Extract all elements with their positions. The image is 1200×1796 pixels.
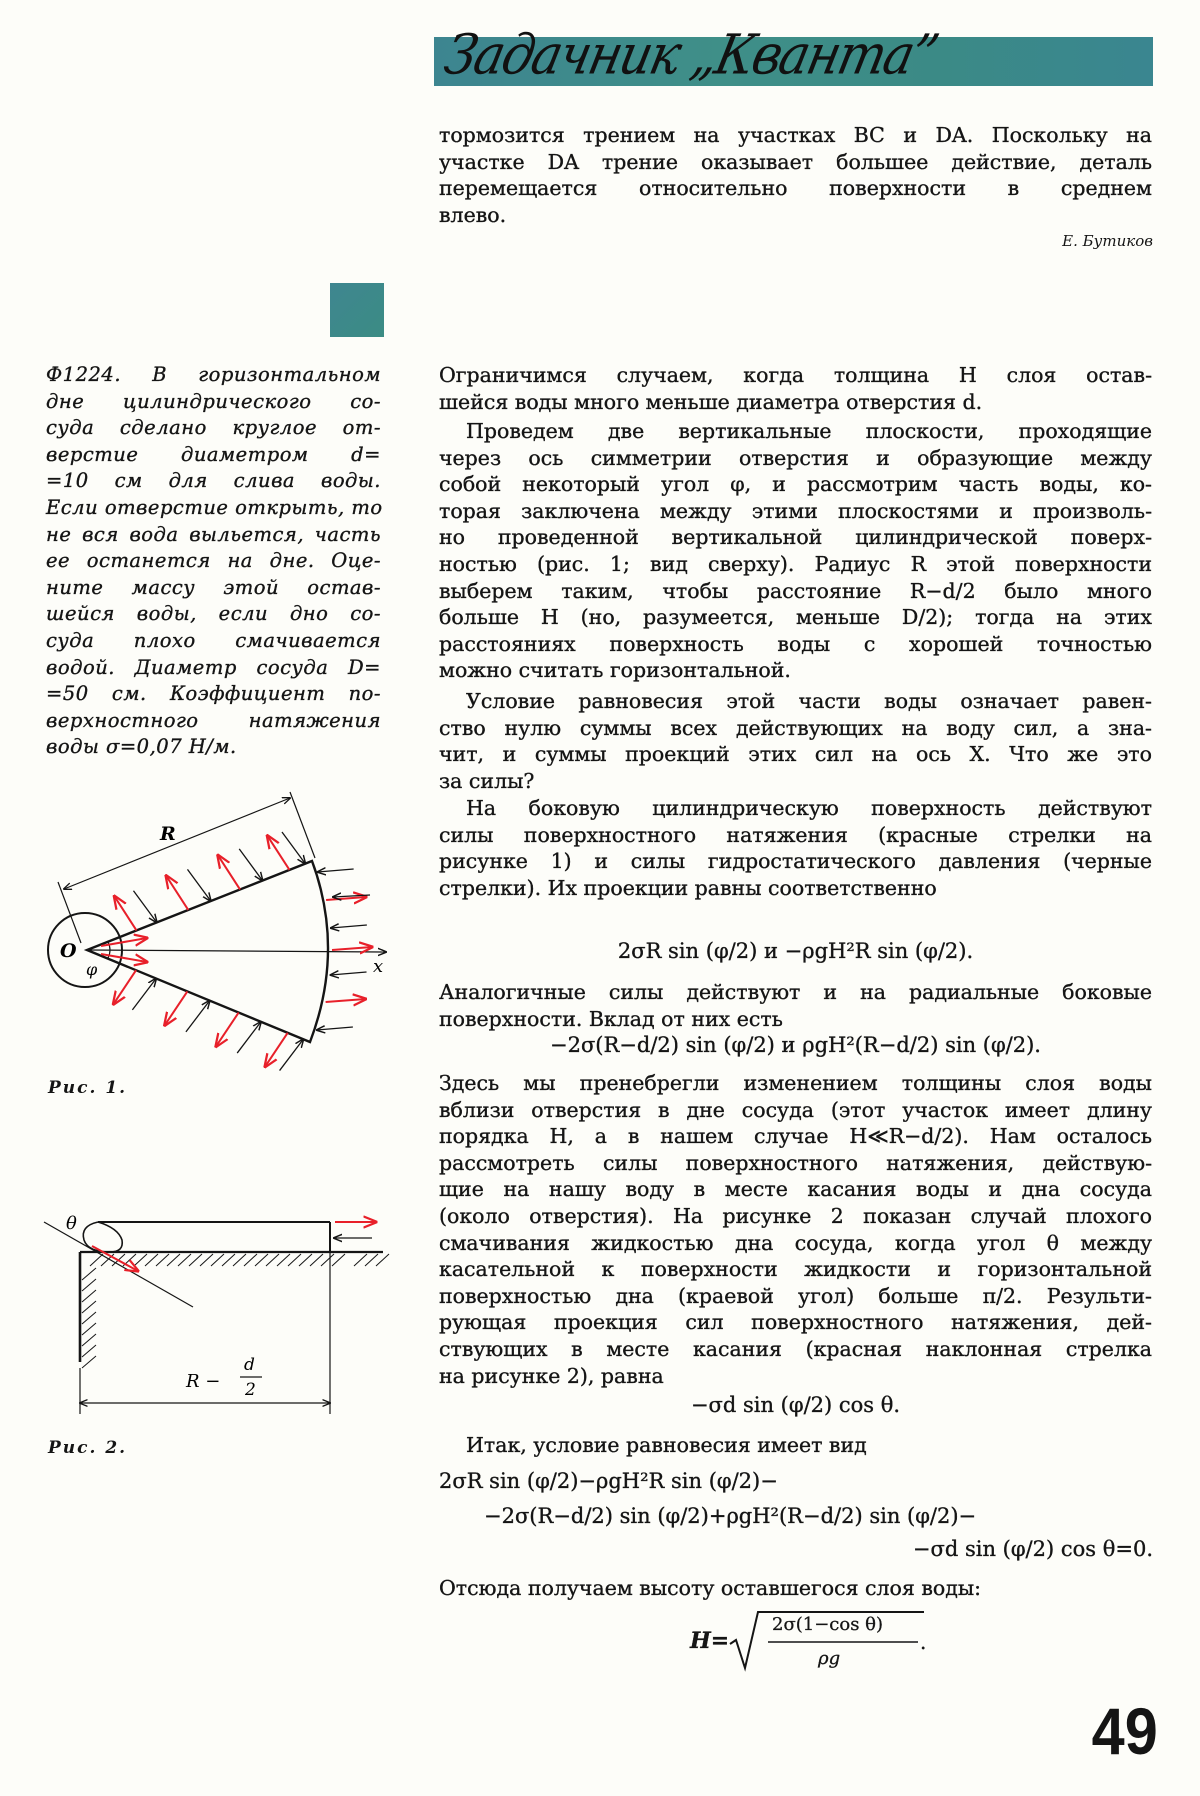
hatch-line	[222, 1254, 235, 1266]
hatch-line	[277, 1254, 290, 1266]
surface-tension-arrow	[265, 1033, 288, 1067]
hatch-line	[82, 1279, 96, 1291]
text-line: суда плохо смачивается	[46, 628, 381, 652]
hatch-line	[82, 1345, 96, 1357]
figure-1-diagram	[0, 0, 420, 1400]
surface-tension-arrow	[216, 1013, 239, 1047]
text-line: расстояниях поверхность воды с хорошей точностью	[439, 631, 1152, 656]
hatch-line	[310, 1254, 323, 1266]
text-line: поверхностью дна (краевой угол) больше π/2. Результи-	[439, 1283, 1152, 1308]
hatching	[82, 1254, 389, 1368]
text-line: рисунке 1) и силы гидростатического давления (черные	[439, 849, 1152, 874]
hatch-line	[90, 1254, 103, 1266]
pressure-arrow	[331, 972, 367, 975]
text-line: Ф1224. В горизонтальном	[46, 363, 381, 386]
surface-tension-arrow	[166, 876, 188, 910]
solution-paragraph-4	[439, 795, 1152, 901]
hatch-line	[255, 1254, 268, 1266]
hatch-line	[82, 1334, 96, 1346]
text-line: участке DA трение оказывает большее действие, деталь	[439, 149, 1152, 174]
label-x: x	[373, 956, 384, 977]
text-line: Итак, условие равновесия имеет вид	[466, 1433, 867, 1457]
section-header-title: Задачник „Кванта”	[439, 23, 943, 87]
hatch-line	[82, 1290, 96, 1302]
hatch-line	[82, 1323, 96, 1335]
text-line: рассмотреть силы поверхностного натяжения, действую-	[439, 1150, 1152, 1175]
formula-lhs: H=	[690, 1628, 730, 1654]
text-line: ните массу этой остав-	[46, 575, 381, 599]
hatch-line	[134, 1254, 147, 1266]
pressure-arrow	[331, 925, 367, 928]
hatch-line	[244, 1254, 257, 1266]
pressure-arrow	[239, 849, 262, 881]
text-line: Если отверстие открыть, то	[46, 495, 383, 519]
pressure-arrow	[237, 1022, 261, 1053]
label-theta: θ	[66, 1213, 77, 1234]
solution-paragraph-7	[439, 1432, 1152, 1459]
hatch-line	[82, 1268, 96, 1280]
text-line: Условие равновесия этой части воды означает равен-	[466, 689, 1152, 713]
hatch-line	[233, 1254, 246, 1266]
hatch-line	[156, 1254, 169, 1266]
text-line: выберем таким, чтобы расстояние R−d/2 было много	[439, 578, 1152, 603]
formula-result	[690, 1608, 930, 1676]
solution-paragraph-3	[439, 688, 1152, 794]
text-line: ство нулю суммы всех действующих на воду сил, а зна-	[439, 715, 1152, 740]
text-line: верхностного натяжения	[46, 708, 381, 732]
hatch-line	[266, 1254, 279, 1266]
solution-paragraph-6	[439, 1070, 1152, 1389]
text-line: через ось симметрии отверстия и образующие между	[439, 445, 1152, 470]
surface-tension-arrow	[218, 855, 240, 889]
text-line: =10 см для слива воды.	[46, 469, 381, 493]
hatch-line	[167, 1254, 180, 1266]
page-number: 49	[1091, 1694, 1158, 1768]
text-line: вблизи отверстия в дне сосуда (этот участок имеет длину	[439, 1097, 1152, 1122]
label-phi: φ	[86, 960, 98, 979]
text-line: Аналогичные силы действуют и на радиальные боковые	[439, 980, 1152, 1004]
text-line: смачивания жидкостью дна сосуда, когда угол θ между	[439, 1230, 1152, 1255]
figure-1-caption: Рис. 1.	[48, 1078, 128, 1098]
hatch-line	[376, 1254, 389, 1266]
text-line: силы поверхностного натяжения (красные стрелки на	[439, 822, 1152, 847]
hatch-line	[321, 1254, 334, 1266]
text-line: за силы?	[439, 768, 535, 793]
text-line: влево.	[439, 202, 507, 227]
dimension-extension-line	[58, 882, 81, 943]
label-R: R	[160, 823, 176, 845]
surface-tension-arrow	[326, 999, 366, 1002]
label-R-minus: R −	[186, 1371, 221, 1392]
solution-paragraph-5	[439, 979, 1152, 1032]
text-line: =50 см. Коэффициент по-	[46, 682, 381, 706]
text-line: водой. Диаметр сосуда D=	[46, 655, 381, 679]
surface-tension-arrow	[165, 991, 188, 1025]
text-line: Проведем две вертикальные плоскости, проходящие	[466, 419, 1152, 443]
text-line: перемещается относительно поверхности в среднем	[439, 176, 1152, 201]
formula-projections: 2σR sin (φ/2) и −ρgH²R sin (φ/2).	[617, 939, 974, 963]
hatch-line	[200, 1254, 213, 1266]
hatch-line	[365, 1254, 378, 1266]
text-line: не вся вода выльется, часть	[46, 522, 381, 546]
pressure-arrow	[186, 1001, 210, 1032]
hatch-line	[189, 1254, 202, 1266]
hatch-line	[299, 1254, 312, 1266]
label-2: 2	[245, 1380, 256, 1400]
formula-equilibrium-line-1: 2σR sin (φ/2)−ρgH²R sin (φ/2)−	[439, 1469, 778, 1493]
text-line: суда сделано круглое от-	[46, 416, 381, 440]
hatch-line	[354, 1254, 367, 1266]
text-line: на рисунке 2), равна	[439, 1363, 664, 1388]
formula-equilibrium-line-3: −σd sin (φ/2) cos θ=0.	[912, 1537, 1153, 1561]
pressure-arrow	[317, 1027, 353, 1030]
pressure-arrow	[187, 869, 210, 901]
text-line: можно считать горизонтальной.	[439, 658, 791, 683]
text-line: рующая проекция сил поверхностного натяжения, дей-	[439, 1310, 1152, 1335]
text-line: но проведенной вертикальной цилиндрической поверх-	[439, 525, 1152, 550]
formula-numerator: 2σ(1−cos θ)	[772, 1614, 884, 1635]
text-line: верстие диаметром d=	[46, 442, 381, 466]
pressure-arrow	[282, 832, 305, 864]
formula-period: .	[920, 1630, 927, 1654]
text-line: На боковую цилиндрическую поверхность действуют	[466, 796, 1152, 820]
text-line: собой некоторый угол φ, и рассмотрим часть воды, ко-	[439, 472, 1152, 497]
text-line: шейся воды много меньше диаметра отверстия d.	[439, 389, 983, 414]
hatch-line	[82, 1312, 96, 1324]
text-line: шейся воды, если дно со-	[46, 602, 381, 626]
hatch-line	[211, 1254, 224, 1266]
surface-tension-arrow	[114, 896, 136, 930]
text-line: торая заключена между этими плоскостями и произволь-	[439, 498, 1152, 523]
surface-tension-arrow	[113, 970, 136, 1004]
surface-tension-arrow	[332, 947, 372, 950]
solution-paragraph-1	[439, 362, 1152, 415]
text-line: щие на нашу воду в месте касания воды и дна сосуда	[439, 1177, 1152, 1202]
text-line: чит, и суммы проекций этих сил на ось X. Что же это	[439, 742, 1152, 767]
hatch-line	[82, 1356, 96, 1368]
text-line: дне цилиндрического со-	[46, 389, 381, 413]
pressure-arrow	[133, 891, 156, 923]
hatch-line	[288, 1254, 301, 1266]
text-line: ее останется на дне. Оце-	[46, 549, 381, 573]
text-line: ностью (рис. 1; вид сверху). Радиус R этой поверхности	[439, 551, 1152, 576]
text-line: воды σ=0,07 Н/м.	[46, 735, 237, 759]
pressure-arrow	[280, 1039, 304, 1070]
text-line: стрелки). Их проекции равны соответственно	[439, 875, 937, 900]
text-line: тормозится трением на участках BC и DA. Поскольку на	[439, 123, 1152, 147]
radius-dimension-line	[64, 798, 290, 889]
hatch-line	[82, 1301, 96, 1313]
surface-tension-arrow	[326, 897, 366, 900]
top-paragraph	[439, 122, 1152, 228]
text-line: поверхности. Вклад от них есть	[439, 1006, 783, 1031]
hatch-line	[178, 1254, 191, 1266]
formula-radial: −2σ(R−d/2) sin (φ/2) и ρgH²(R−d/2) sin (φ/2).	[550, 1033, 1041, 1057]
text-line: касательной к поверхности жидкости и горизонтальной	[439, 1257, 1152, 1282]
label-O: O	[60, 940, 77, 962]
formula-denominator: ρg	[818, 1648, 841, 1669]
hatch-line	[145, 1254, 158, 1266]
text-line: Отсюда получаем высоту оставшегося слоя воды:	[439, 1576, 982, 1600]
solution-paragraph-8	[439, 1575, 1152, 1602]
text-line: Здесь мы пренебрегли изменением толщины слоя воды	[439, 1071, 1152, 1095]
author: Е. Бутиков	[1062, 232, 1153, 250]
solution-paragraph-2	[439, 418, 1152, 684]
pressure-arrow	[318, 869, 354, 872]
formula-contact: −σd sin (φ/2) cos θ.	[690, 1393, 901, 1417]
text-line: больше H (но, разумеется, меньше D/2); тогда на этих	[439, 605, 1152, 630]
hatch-line	[332, 1254, 345, 1266]
surface-tension-arrow	[267, 836, 289, 870]
text-line: (около отверстия). На рисунке 2 показан случай плохого	[439, 1203, 1152, 1228]
text-line: Ограничимся случаем, когда толщина H слоя остав-	[439, 363, 1152, 387]
pressure-arrow	[132, 979, 156, 1010]
figure-2-caption: Рис. 2.	[48, 1438, 128, 1458]
formula-equilibrium-line-2: −2σ(R−d/2) sin (φ/2)+ρgH²(R−d/2) sin (φ/2)−	[484, 1504, 977, 1528]
label-d: d	[244, 1355, 255, 1375]
text-line: ствующих в месте касания (красная наклонная стрелка	[439, 1336, 1152, 1361]
text-line: порядка H, а в нашем случае H≪R−d/2). Нам осталось	[439, 1124, 1152, 1149]
